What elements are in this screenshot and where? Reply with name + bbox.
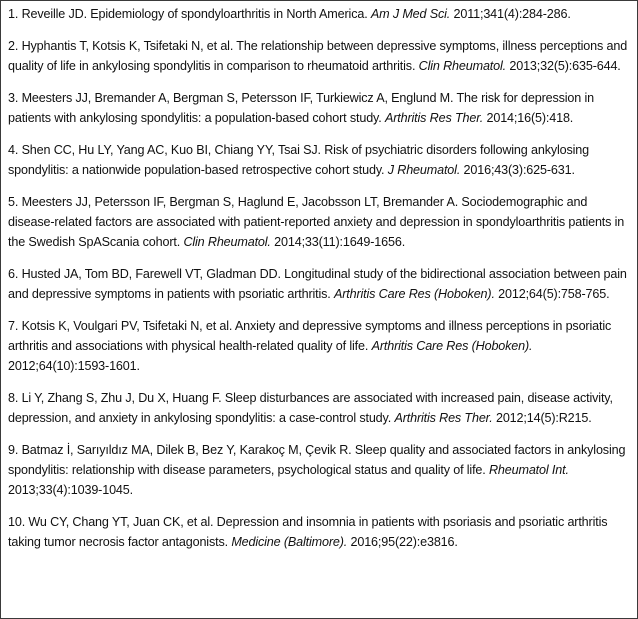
reference-number: 8. — [8, 391, 19, 405]
reference-text: Wu CY, Chang YT, Juan CK, et al. Depression and insomnia in patients with psoriasis and psoriatic arthritis taking tumor necrosis factor antagonists. — [8, 515, 608, 549]
reference-citation: 2013;33(4):1039-1045. — [8, 483, 133, 497]
reference-journal: Arthritis Res Ther. — [394, 411, 493, 425]
reference-number: 10. — [8, 515, 26, 529]
reference-citation: 2012;64(5):758-765. — [498, 287, 610, 301]
reference-item — [8, 140, 632, 180]
reference-number: 1. — [8, 7, 19, 21]
reference-text: Husted JA, Tom BD, Farewell VT, Gladman DD. Longitudinal study of the bidirectional association between pain and depressive symptoms in patients with psoriatic arthritis. — [8, 267, 627, 301]
reference-citation: 2011;341(4):284-286. — [453, 7, 571, 21]
reference-number: 7. — [8, 319, 19, 333]
reference-citation: 2013;32(5):635-644. — [509, 59, 621, 73]
reference-number: 4. — [8, 143, 19, 157]
reference-journal: Clin Rheumatol. — [183, 235, 271, 249]
reference-item — [8, 512, 632, 552]
reference-journal: Clin Rheumatol. — [418, 59, 507, 73]
reference-list — [8, 4, 632, 564]
reference-journal: Am J Med Sci. — [370, 7, 451, 21]
reference-journal: Medicine (Baltimore). — [231, 535, 348, 549]
reference-text: Hyphantis T, Kotsis K, Tsifetaki N, et al. The relationship between depressive symptoms, illness perceptions and quality of life in ankylosing spondylitis in comparison to rheumatoid arthritis. — [8, 39, 628, 73]
reference-text: Kotsis K, Voulgari PV, Tsifetaki N, et al. Anxiety and depressive symptoms and illness perceptions in psoriatic arthritis and associations with physical health-related quality of life. — [8, 319, 612, 353]
reference-item — [8, 88, 632, 128]
reference-journal: J Rheumatol. — [387, 163, 461, 177]
reference-item — [8, 440, 632, 500]
reference-item — [8, 36, 632, 76]
reference-journal: Rheumatol Int. — [488, 463, 569, 477]
reference-citation: 2012;14(5):R215. — [495, 411, 592, 425]
reference-number: 3. — [8, 91, 19, 105]
reference-citation: 2014;33(11):1649-1656. — [274, 235, 406, 249]
reference-text: Meesters JJ, Bremander A, Bergman S, Petersson IF, Turkiewicz A, Englund M. The risk for depression in patients with ankylosing spondylitis: a population-based cohort study. — [8, 91, 594, 125]
reference-text: Reveille JD. Epidemiology of spondyloarthritis in North America. — [21, 7, 368, 21]
reference-text: Batmaz İ, Sarıyıldız MA, Dilek B, Bez Y, Karakoç M, Çevik R. Sleep quality and associated factors in ankylosing spondylitis: relationship with disease parameters, psychological status and quality of life. — [8, 443, 626, 477]
reference-citation: 2014;16(5):418. — [486, 111, 574, 125]
reference-item — [8, 388, 632, 428]
reference-citation: 2016;95(22):e3816. — [350, 535, 458, 549]
reference-journal: Arthritis Care Res (Hoboken). — [333, 287, 495, 301]
reference-item — [8, 316, 632, 376]
reference-number: 2. — [8, 39, 19, 53]
reference-citation: 2012;64(10):1593-1601. — [8, 359, 140, 373]
reference-item — [8, 192, 632, 252]
reference-text: Meesters JJ, Petersson IF, Bergman S, Haglund E, Jacobsson LT, Bremander A. Sociodemographic and disease-related factors are associated with patient-reported anxiety and depression in spondyloarthritis patients in the Swedish SpAScania cohort. — [8, 195, 625, 249]
reference-text: Li Y, Zhang S, Zhu J, Du X, Huang F. Sleep disturbances are associated with increased pain, disease activity, depression, and anxiety in ankylosing spondylitis: a case-control study. — [8, 391, 613, 425]
reference-number: 5. — [8, 195, 19, 209]
reference-citation: 2016;43(3):625-631. — [463, 163, 575, 177]
reference-item — [8, 4, 632, 24]
reference-journal: Arthritis Res Ther. — [384, 111, 484, 125]
reference-text: Shen CC, Hu LY, Yang AC, Kuo BI, Chiang YY, Tsai SJ. Risk of psychiatric disorders following ankylosing spondylitis: a nationwide population-based retrospective cohort study. — [8, 143, 589, 177]
reference-item — [8, 264, 632, 304]
reference-journal: Arthritis Care Res (Hoboken). — [371, 339, 533, 353]
reference-number: 6. — [8, 267, 19, 281]
reference-number: 9. — [8, 443, 19, 457]
